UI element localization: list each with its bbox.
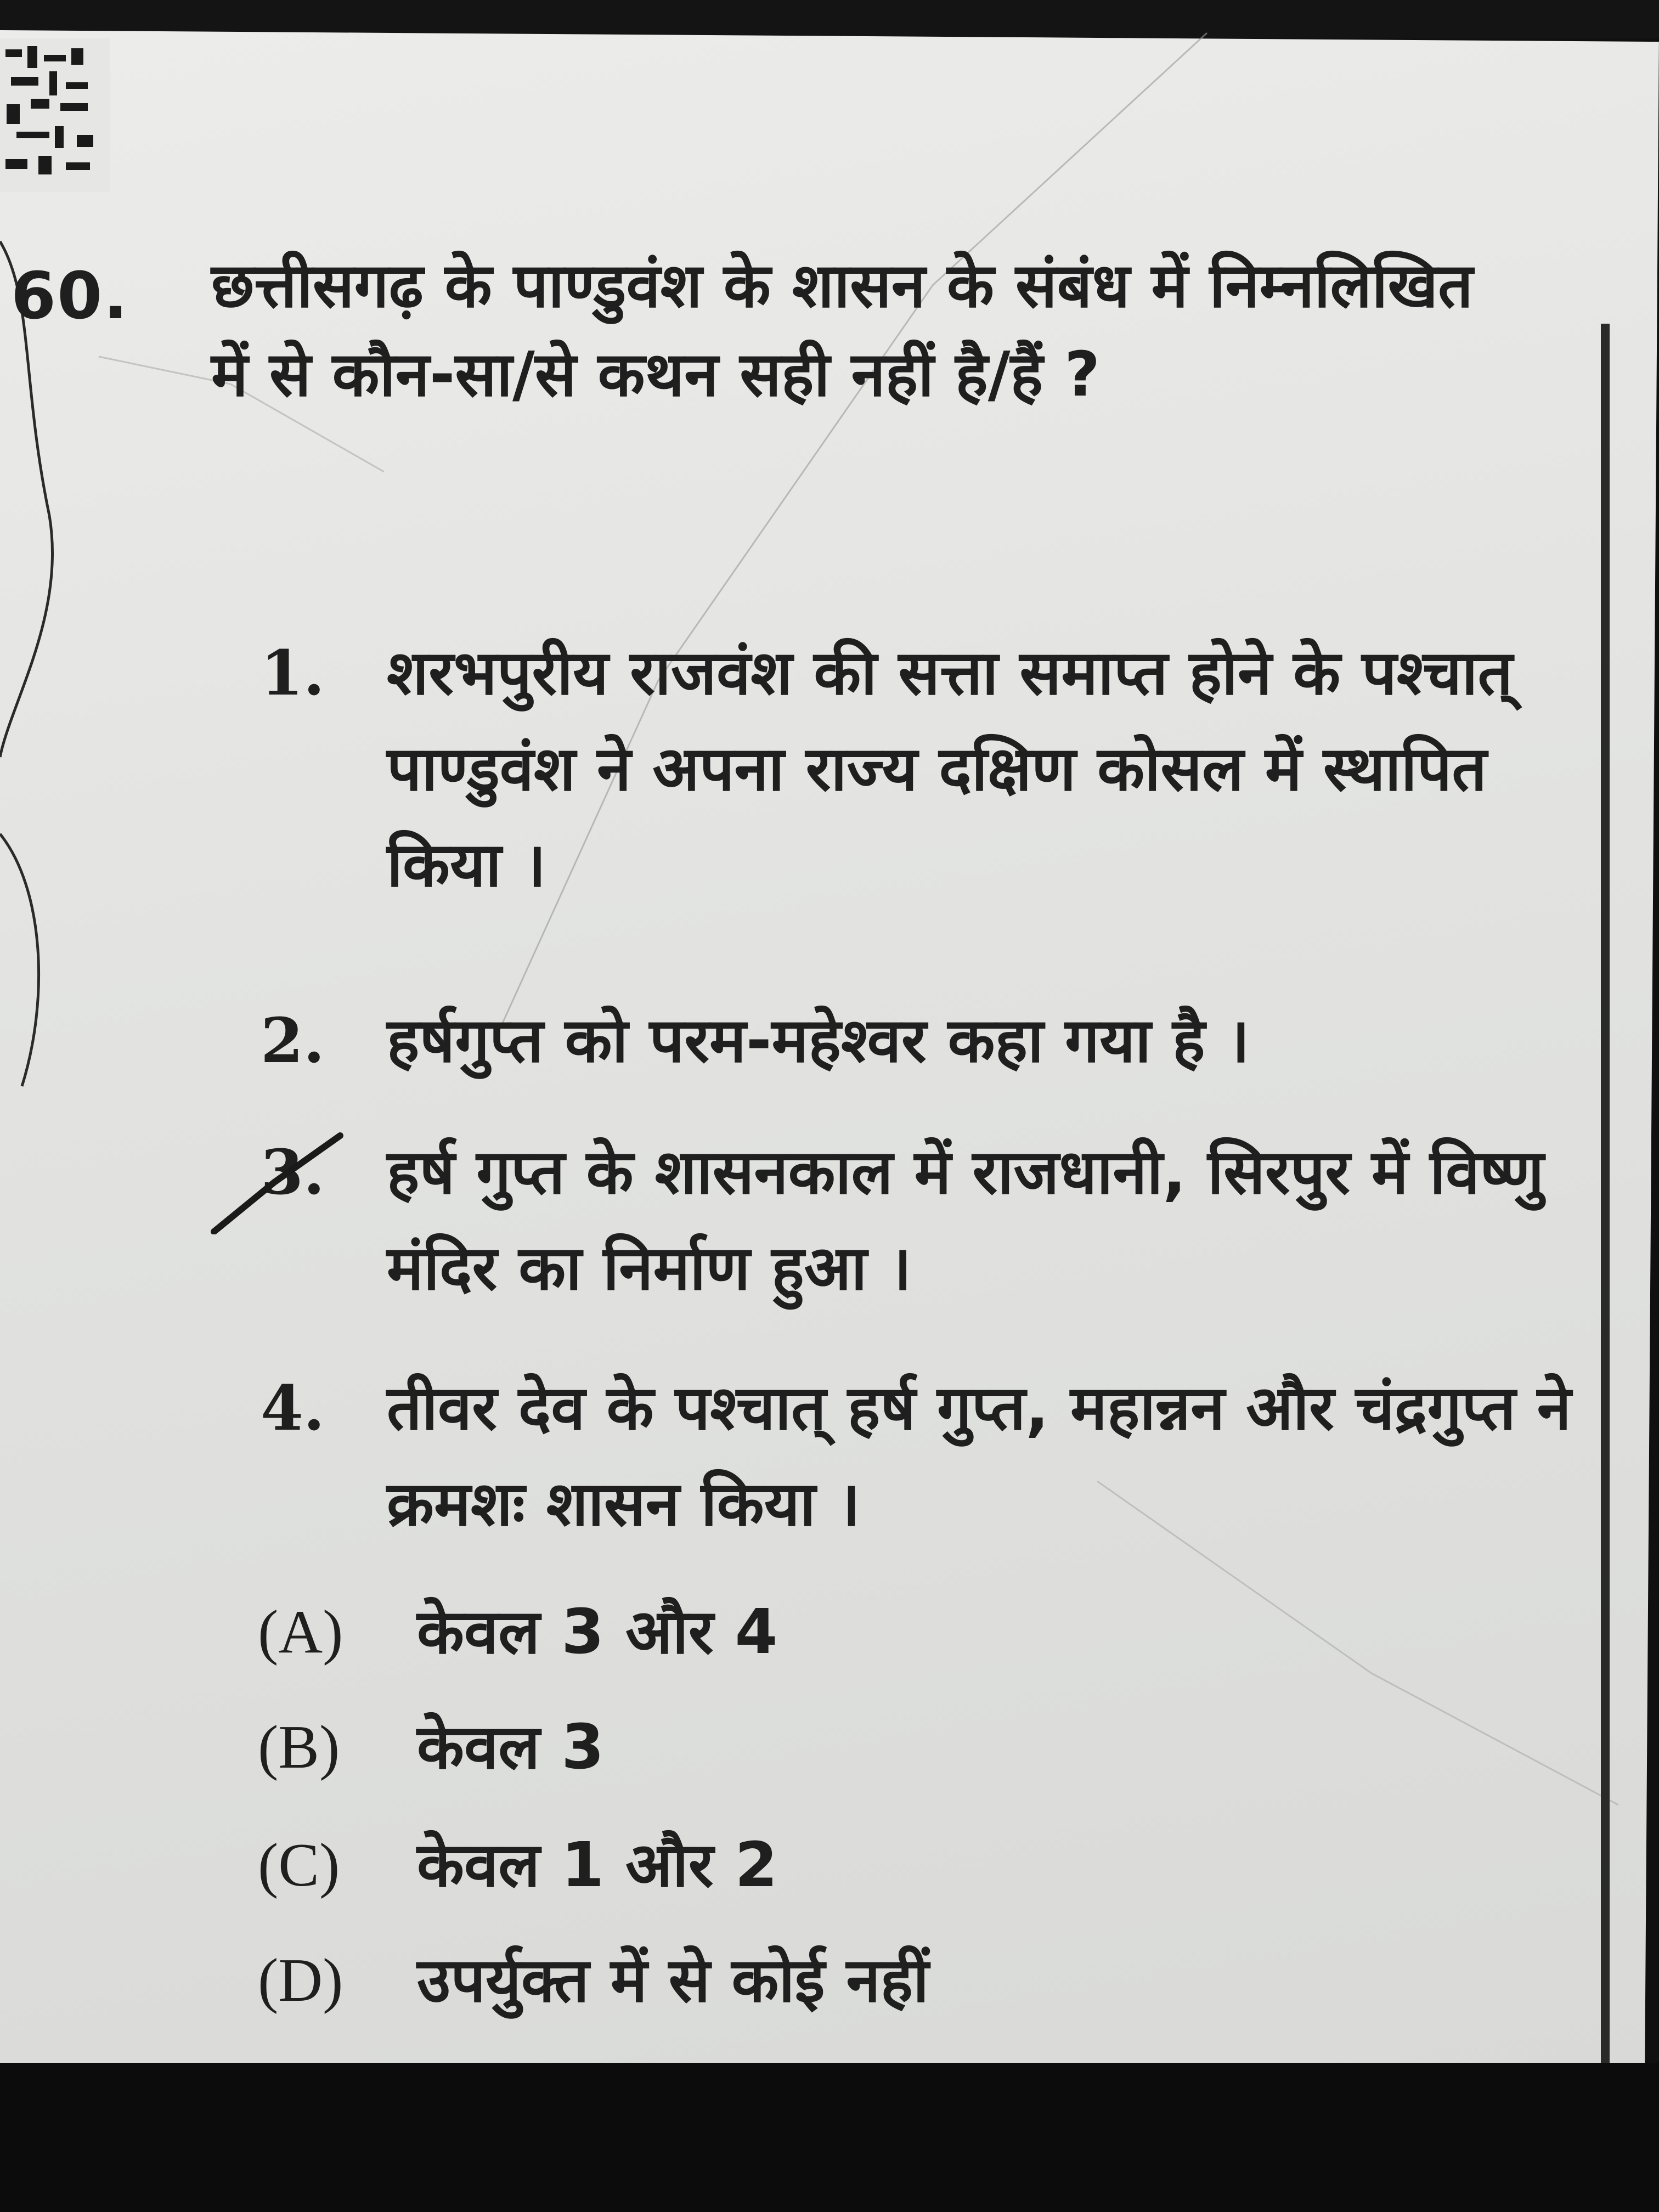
statement-text: हर्ष गुप्त के शासनकाल में राजधानी, सिरपुर में विष्णु मंदिर का निर्माण हुआ । [387, 1137, 1544, 1304]
question-number: 60. [11, 258, 129, 334]
option-text: उपर्युक्त में से कोई नहीं [417, 1945, 929, 2016]
question-text: छत्तीसगढ़ के पाण्डुवंश के शासन के संबंध में निम्नलिखित में से कौन-सा/से कथन सही नहीं है/हैं ? [211, 250, 1473, 410]
statement-text: तीवर देव के पश्चात् हर्ष गुप्त, महान्नन और चंद्रगुप्त ने क्रमशः शासन किया । [387, 1373, 1571, 1540]
option-text: केवल 3 [417, 1712, 605, 1783]
option-label: (B) [258, 1713, 340, 1781]
tick-mark-icon [203, 1130, 351, 1234]
statement-number: 4. [261, 1373, 325, 1444]
statement-number: 3. [261, 1137, 325, 1209]
option-label: (D) [258, 1946, 343, 2015]
option-label: (A) [258, 1598, 343, 1666]
option-text: केवल 1 और 2 [417, 1830, 778, 1901]
statement-number: 2. [261, 1005, 325, 1077]
photo-bottom-edge [0, 2063, 1659, 2212]
option-text: केवल 3 और 4 [417, 1596, 778, 1668]
statement-number: 1. [261, 637, 325, 709]
statement-text: शरभपुरीय राजवंश की सत्ता समाप्त होने के पश्चात् पाण्डुवंश ने अपना राज्य दक्षिण कोसल में स्थापित किया । [387, 637, 1513, 901]
statement-text: हर्षगुप्त को परम-महेश्वर कहा गया है । [387, 1005, 1250, 1076]
option-label: (C) [258, 1831, 340, 1899]
